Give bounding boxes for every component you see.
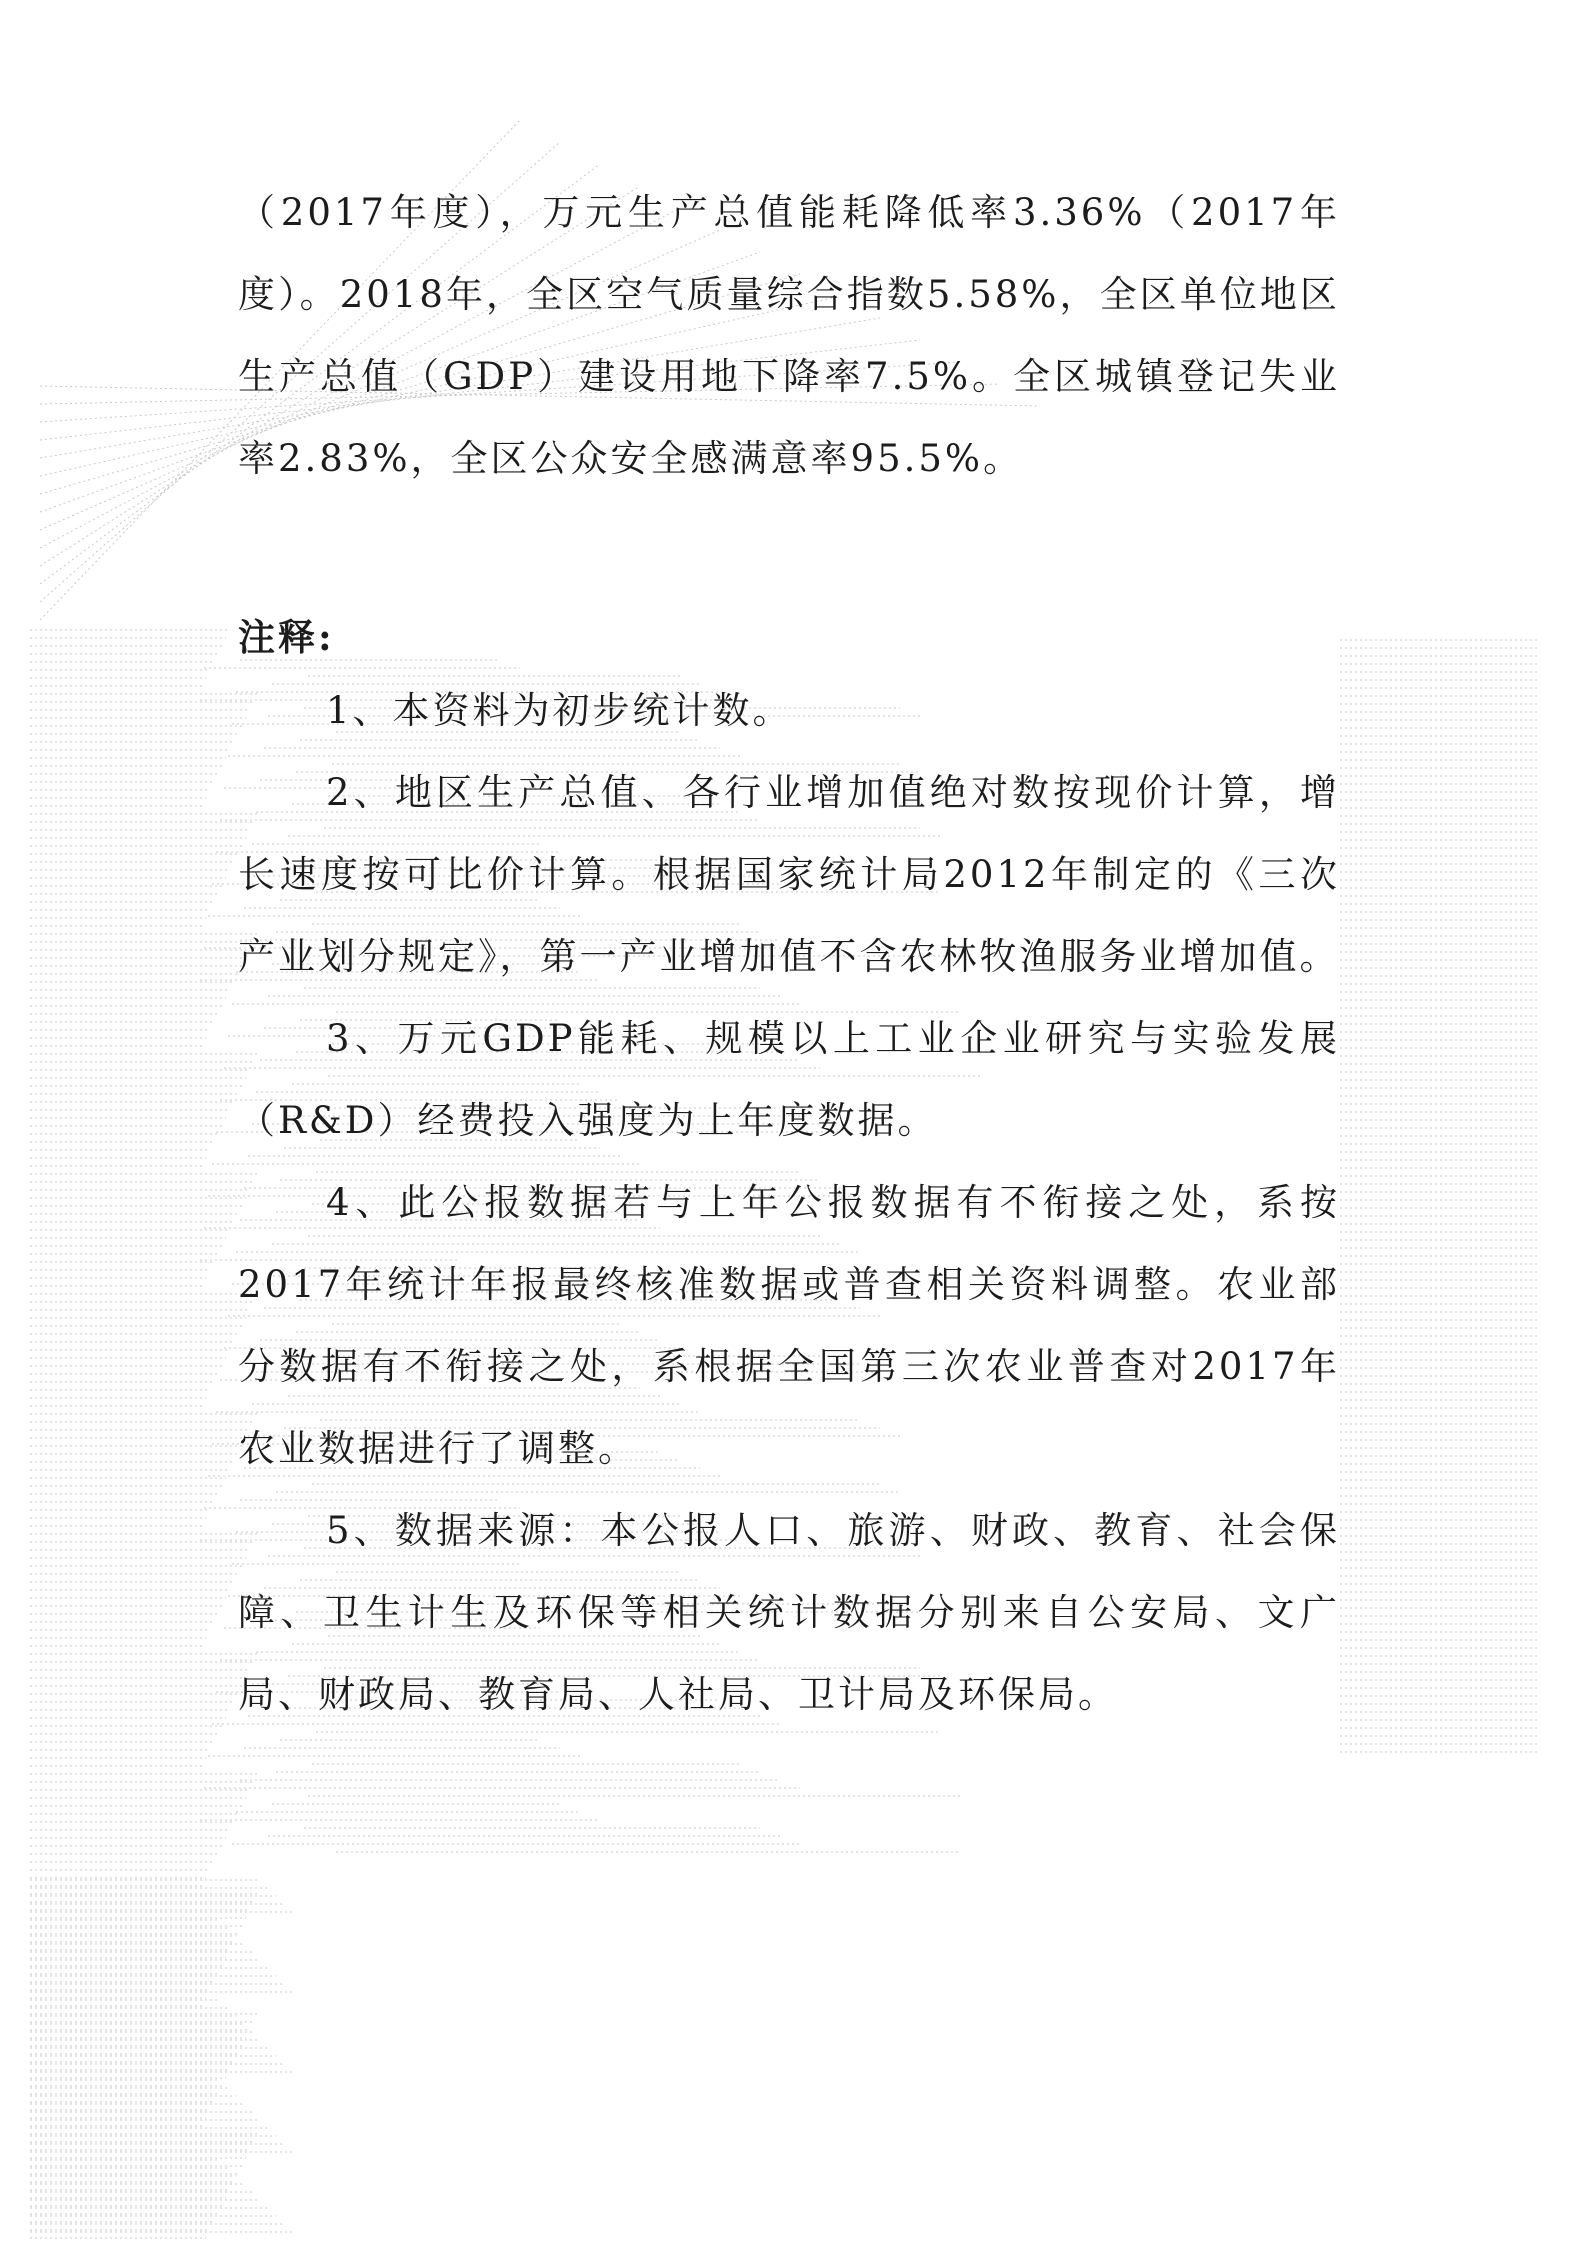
intro-paragraph: （2017年度），万元生产总值能耗降低率3.36%（2017年度）。2018年，全区空气质量综合指数5.58%，全区单位地区生产总值（GDP）建设用地下降率7.5%。全区城镇登记失业率2.83%，全区公众安全感满意率95.5%。 [238,191,1340,480]
note-item-5: 5、数据来源：本公报人口、旅游、财政、教育、社会保障、卫生计生及环保等相关统计数据分别来自公安局、文广局、财政局、教育局、人社局、卫计局及环保局。 [238,1509,1340,1716]
note-item-2: 2、地区生产总值、各行业增加值绝对数按现价计算，增长速度按可比价计算。根据国家统计局2012年制定的《三次产业划分规定》，第一产业增加值不含农林牧渔服务业增加值。 [238,771,1340,978]
note-item-1: 1、本资料为初步统计数。 [326,689,793,732]
notes-heading: 注释: [238,615,335,659]
note-item-3: 3、万元GDP能耗、规模以上工业企业研究与实验发展（R&D）经费投入强度为上年度数据。 [238,1017,1340,1142]
note-item-4: 4、此公报数据若与上年公报数据有不衔接之处，系按2017年统计年报最终核准数据或普查相关资料调整。农业部分数据有不衔接之处，系根据全国第三次农业普查对2017年农业数据进行了调整。 [238,1181,1340,1470]
notes-list [238,670,1340,1736]
